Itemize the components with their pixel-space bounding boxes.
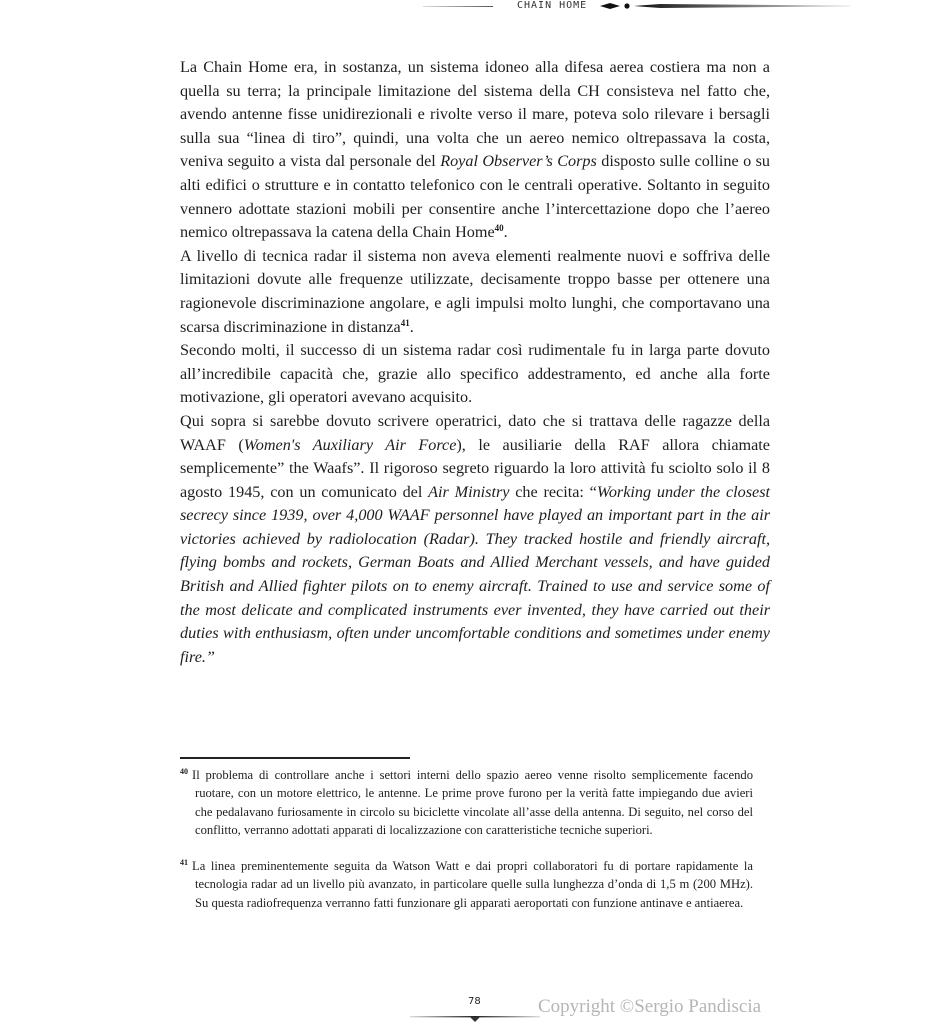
header-rule-left — [423, 6, 493, 7]
footnote-separator — [180, 757, 410, 759]
page-number: 78 — [468, 996, 481, 1007]
italic-term: Women's Auxiliary Air Force — [243, 435, 457, 454]
italic-term: Royal Observer’s Corps — [440, 152, 597, 171]
footnote-40: $^{40}$ Il problema di controllare anche i settori interni dello spazio aereo venne risolto semplicemente facendo ruotare, con un motore elettrico, le antenne. Le prime prove furono per la verità fatte impiegando due avieri che pedalavano furiosamente in circolo su biciclette vincolate all’asse della antenna. Di seguito, nel corso del conflitto, verranno adottati apparati di localizzazione con caratteristiche tecniche superiori. — [180, 767, 753, 837]
footnote-ref-41[interactable]: 41 — [400, 317, 410, 328]
running-header — [0, 0, 950, 20]
running-title: CHAIN HOME — [517, 0, 588, 11]
italic-term: Air Ministry — [428, 482, 510, 501]
footnote-ref-40[interactable]: 40 — [494, 223, 504, 234]
footer-ornament-icon — [410, 1014, 540, 1022]
quotation: Working under the closest secrecy since 1939, over 4,000 WAAF personnel have played an important part in the air victories achieved by radiolocation (Radar). They tracked hostile and friendly aircraft, flying bombs and rockets, German Boats and Allied Merchant vessels, and have guided British and Allied fighter pilots on to enemy aircraft. Trained to use and service some of the most delicate and complicated instruments ever invented, they have carried out their duties with enthusiasm, often under uncomfortable conditions and sometimes under enemy fire.” — [180, 482, 770, 666]
footnote-41: $^{41}$ La linea preminentemente seguita da Watson Watt e dai propri collaboratori fu di portare rapidamente la tecnologia radar ad un livello più avanzato, in particolare quelle sulla lunghezza d’onda di 1,5 m (200 MHz). Su questa radiofrequenza verranno fatti funzionare gli apparati aeroportati con funzione antinave e antiaerea. — [180, 858, 753, 910]
header-ornament-icon — [600, 2, 850, 10]
paragraph-2: A livello di tecnica radar il sistema non aveva elementi realmente nuovi e soffriva delle limitazioni dovute alle frequenze utilizzate, decisamente troppo basse per ottenere una ragionevole discriminazione angolare, e agli impulsi molto lunghi, che comportavano una scarsa discriminazione in distanza$^{41}$. — [180, 246, 770, 336]
footnotes — [180, 766, 753, 930]
footnote-number: 40 — [180, 767, 188, 776]
footnote-number: 41 — [180, 858, 188, 868]
paragraph-4: Qui sopra si sarebbe dovuto scrivere operatrici, dato che si trattava delle ragazze della WAAF (Women's Auxiliary Air Force), le ausiliarie della RAF allora chiamate semplicemente” the Waafs”. Il rigoroso segreto riguardo la loro attività fu sciolto solo il 8 agosto 1945, con un comunicato del Air Ministry che recita: “Working under the closest secrecy since 1939, over 4,000 WAAF personnel have played an important part in the air victories achieved by radiolocation (Radar). They tracked hostile and friendly aircraft, flying bombs and rockets, German Boats and Allied Merchant vessels, and have guided British and Allied fighter pilots on to enemy aircraft. Trained to use and service some of the most delicate and complicated instruments ever invented, they have carried out their duties with enthusiasm, often under uncomfortable conditions and sometimes under enemy fire.” — [180, 411, 770, 666]
paragraph-3: Secondo molti, il successo di un sistema radar così rudimentale fu in larga parte dovuto all’incredibile capacità che, grazie allo specifico addestramento, ed anche alla forte motivazione, gli operatori avevano acquisito. — [180, 341, 770, 407]
paragraph-1: La Chain Home era, in sostanza, un sistema idoneo alla difesa aerea costiera ma non a quella su terra; la principale limitazione del sistema della CH consisteva nel fatto che, avendo antenne fisse unidirezionali e rivolte verso il mare, poteva solo rilevare i bersagli sulla sua “linea di tiro”, quindi, una volta che un aereo nemico oltrepassava la costa, veniva seguito a vista dal personale del Royal Observer’s Corps disposto sulle colline o su alti edifici o strutture e in contatto telefonico con le centrali operative. Soltanto in seguito vennero adottate stazioni mobili per consentire anche l’intercettazione dopo che l’aereo nemico oltrepassava la catena della Chain Home$^{40}$. — [180, 58, 770, 242]
body-text — [180, 56, 770, 669]
copyright-watermark: Copyright ©Sergio Pandiscia — [538, 996, 762, 1017]
